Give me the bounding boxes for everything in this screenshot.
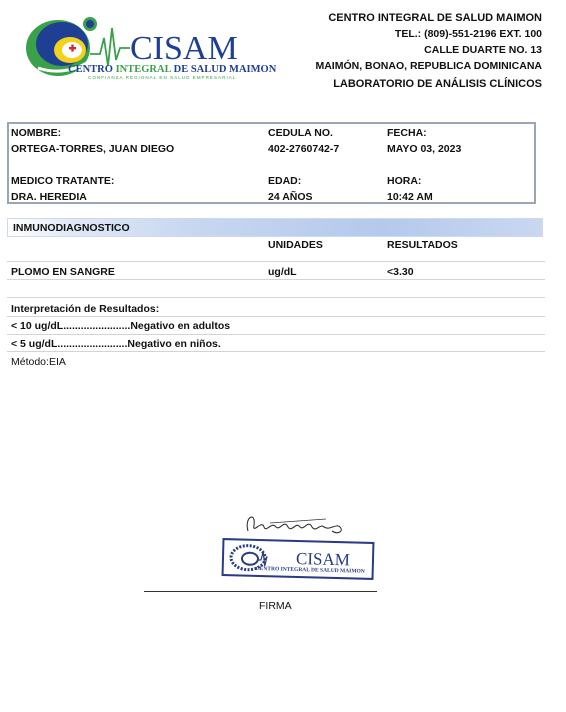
section-title: INMUNODIAGNOSTICO: [13, 222, 130, 234]
stamp-subtitle: CENTRO INTEGRAL DE SALUD MAIMON: [255, 565, 365, 575]
time-label: HORA:: [387, 175, 422, 187]
date-label: FECHA:: [387, 127, 427, 139]
date-value: MAYO 03, 2023: [387, 143, 462, 155]
result-value: <3.30: [387, 266, 414, 278]
doctor-value: DRA. HEREDIA: [11, 191, 87, 203]
id-value: 402-2760742-7: [268, 143, 340, 155]
result-test-name: PLOMO EN SANGRE: [11, 266, 115, 278]
lab-name: LABORATORIO DE ANÁLISIS CLÍNICOS: [333, 78, 542, 90]
row-divider: [7, 297, 545, 298]
handwritten-signature: [240, 505, 350, 541]
row-divider: [7, 261, 545, 262]
id-label: CEDULA NO.: [268, 127, 333, 139]
time-value: 10:42 AM: [387, 191, 433, 203]
logo-subtitle: CENTRO INTEGRAL DE SALUD MAIMON: [68, 64, 277, 75]
row-divider: [7, 351, 545, 352]
age-value: 24 AÑOS: [268, 191, 313, 203]
row-divider: [7, 334, 545, 335]
method: Método:EIA: [11, 356, 66, 368]
row-divider: [7, 316, 545, 317]
logo-wordmark: CISAM: [130, 30, 238, 67]
name-label: NOMBRE:: [11, 127, 62, 139]
interpretation-children: < 5 ug/dL........................Negativo en niños.: [11, 338, 221, 350]
doctor-label: MEDICO TRATANTE:: [11, 175, 115, 187]
col-units-header: UNIDADES: [268, 239, 323, 251]
center-city: MAIMÓN, BONAO, REPUBLICA DOMINICANA: [315, 60, 542, 72]
signature-label: FIRMA: [259, 600, 292, 612]
age-label: EDAD:: [268, 175, 302, 187]
logo-tagline: CONFIANZA REGIONAL EN SALUD EMPRESARIAL: [88, 75, 237, 80]
result-units: ug/dL: [268, 266, 297, 278]
row-divider: [7, 279, 545, 280]
cisam-stamp: [222, 538, 375, 580]
signature-line: [144, 591, 377, 592]
col-results-header: RESULTADOS: [387, 239, 458, 251]
name-value: ORTEGA-TORRES, JUAN DIEGO: [11, 143, 175, 155]
center-phone: TEL.: (809)-551-2196 EXT. 100: [394, 28, 542, 40]
interpretation-adults: < 10 ug/dL.......................Negativo en adultos: [11, 320, 231, 332]
stamp-text: CISAM: [295, 548, 351, 570]
center-street: CALLE DUARTE NO. 13: [424, 44, 542, 56]
interpretation-title: Interpretación de Resultados:: [11, 303, 160, 315]
center-name: CENTRO INTEGRAL DE SALUD MAIMON: [328, 12, 542, 24]
